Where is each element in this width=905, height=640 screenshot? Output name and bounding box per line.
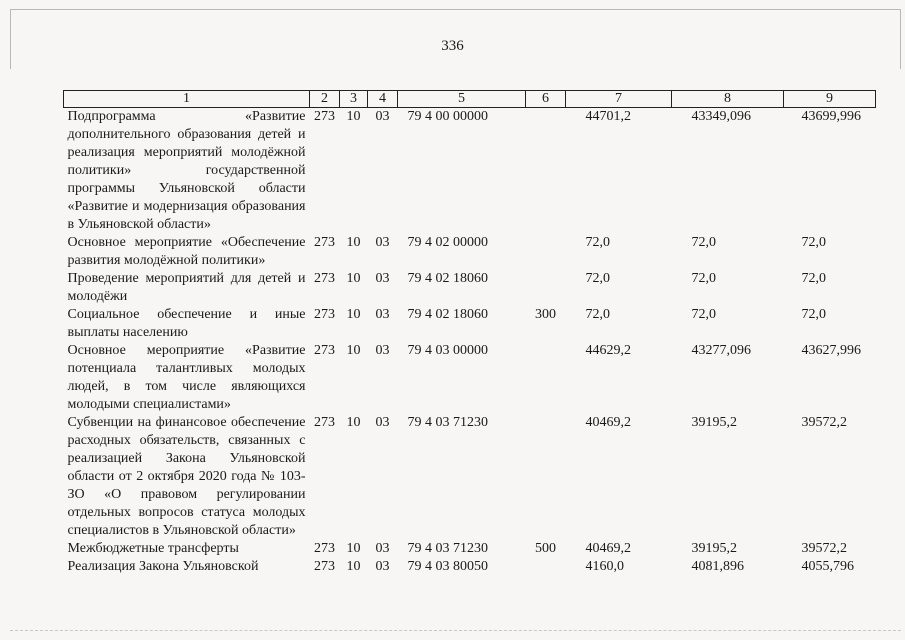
row-col-7: 72,0 — [585, 307, 610, 322]
header-cell: 5 — [398, 91, 526, 108]
row-col-8: 43277,096 — [691, 343, 751, 358]
header-cell: 3 — [340, 91, 368, 108]
table-row — [64, 342, 876, 414]
header-cell: 7 — [566, 91, 672, 108]
table-row — [64, 306, 876, 342]
row-col-5: 79 4 00 00000 — [407, 109, 488, 124]
table-row — [64, 270, 876, 306]
table-row — [64, 234, 876, 270]
page-frame-top — [10, 9, 901, 10]
row-name: Реализация Закона Ульяновской — [67, 559, 259, 574]
row-col-2: 273 — [314, 559, 335, 574]
row-col-3: 10 — [346, 307, 361, 322]
row-col-9: 43699,996 — [801, 109, 861, 124]
page-bottom-edge — [10, 630, 901, 631]
row-col-9: 39572,2 — [801, 415, 847, 430]
row-col-5: 79 4 03 71230 — [407, 541, 488, 556]
row-col-6 — [526, 234, 566, 270]
row-col-6: 500 — [535, 541, 556, 556]
row-col-8: 39195,2 — [691, 541, 737, 556]
header-cell: 4 — [368, 91, 398, 108]
row-name: Социальное обеспечение и иные выплаты населению — [67, 307, 306, 340]
row-col-9: 72,0 — [801, 235, 826, 250]
row-col-8: 72,0 — [691, 307, 716, 322]
row-name: Проведение мероприятий для детей и молодёжи — [67, 271, 306, 304]
row-col-3: 10 — [346, 235, 361, 250]
row-col-4: 03 — [375, 235, 390, 250]
row-col-3: 10 — [346, 541, 361, 556]
row-col-3: 10 — [346, 271, 361, 286]
row-col-5: 79 4 02 18060 — [407, 271, 488, 286]
row-col-5: 79 4 03 00000 — [407, 343, 488, 358]
table-row — [64, 558, 876, 576]
row-col-6 — [526, 108, 566, 235]
row-col-3: 10 — [346, 559, 361, 574]
row-col-4: 03 — [375, 415, 390, 430]
row-col-8: 43349,096 — [691, 109, 751, 124]
row-col-2: 273 — [314, 415, 335, 430]
row-col-5: 79 4 02 00000 — [407, 235, 488, 250]
row-col-7: 40469,2 — [585, 541, 631, 556]
row-col-7: 44701,2 — [585, 109, 631, 124]
table-row — [64, 108, 876, 235]
row-col-3: 10 — [346, 343, 361, 358]
row-col-9: 4055,796 — [801, 559, 854, 574]
row-col-9: 43627,996 — [801, 343, 861, 358]
row-col-8: 39195,2 — [691, 415, 737, 430]
row-col-2: 273 — [314, 343, 335, 358]
row-col-5: 79 4 03 71230 — [407, 415, 488, 430]
row-col-2: 273 — [314, 307, 335, 322]
row-col-4: 03 — [375, 271, 390, 286]
row-col-2: 273 — [314, 109, 335, 124]
row-col-4: 03 — [375, 541, 390, 556]
header-cell: 9 — [784, 91, 876, 108]
row-col-7: 44629,2 — [585, 343, 631, 358]
row-col-6: 300 — [535, 307, 556, 322]
table-row — [64, 540, 876, 558]
header-cell: 8 — [672, 91, 784, 108]
row-col-2: 273 — [314, 271, 335, 286]
header-cell: 1 — [64, 91, 310, 108]
row-col-8: 4081,896 — [691, 559, 744, 574]
row-name: Подпрограмма «Развитие дополнительного образования детей и реализация мероприятий молодёжной политики» государственной программы Ульяновской области «Развитие и модернизация образования в Ульяновской области» — [67, 109, 306, 232]
page-number: 336 — [441, 38, 464, 54]
header-cell: 6 — [526, 91, 566, 108]
row-name: Основное мероприятие «Развитие потенциала талантливых молодых людей, в том числе являющихся молодыми специалистами» — [67, 343, 306, 412]
table-body — [64, 108, 876, 577]
row-col-7: 72,0 — [585, 271, 610, 286]
row-col-4: 03 — [375, 109, 390, 124]
row-col-9: 72,0 — [801, 307, 826, 322]
row-col-6 — [526, 342, 566, 414]
row-col-6 — [526, 414, 566, 540]
row-name: Межбюджетные трансферты — [67, 541, 239, 556]
table-header-row — [64, 91, 876, 108]
row-name: Основное мероприятие «Обеспечение развития молодёжной политики» — [67, 235, 306, 268]
row-col-4: 03 — [375, 343, 390, 358]
row-col-2: 273 — [314, 541, 335, 556]
row-name: Субвенции на финансовое обеспечение расходных обязательств, связанных с реализацией Закона Ульяновской области от 2 октября 2020 года № 103-ЗО «О правовом регулировании отдельных вопросов статуса молодых специалистов в Ульяновской области» — [67, 415, 306, 538]
row-col-8: 72,0 — [691, 271, 716, 286]
header-cell: 2 — [310, 91, 340, 108]
row-col-6 — [526, 270, 566, 306]
row-col-4: 03 — [375, 307, 390, 322]
row-col-9: 72,0 — [801, 271, 826, 286]
row-col-3: 10 — [346, 109, 361, 124]
row-col-5: 79 4 03 80050 — [407, 559, 488, 574]
row-col-3: 10 — [346, 415, 361, 430]
row-col-5: 79 4 02 18060 — [407, 307, 488, 322]
budget-table — [63, 90, 876, 576]
row-col-7: 72,0 — [585, 235, 610, 250]
row-col-8: 72,0 — [691, 235, 716, 250]
row-col-4: 03 — [375, 559, 390, 574]
row-col-7: 40469,2 — [585, 415, 631, 430]
row-col-6 — [526, 558, 566, 576]
row-col-9: 39572,2 — [801, 541, 847, 556]
row-col-7: 4160,0 — [585, 559, 624, 574]
row-col-2: 273 — [314, 235, 335, 250]
table-row — [64, 414, 876, 540]
